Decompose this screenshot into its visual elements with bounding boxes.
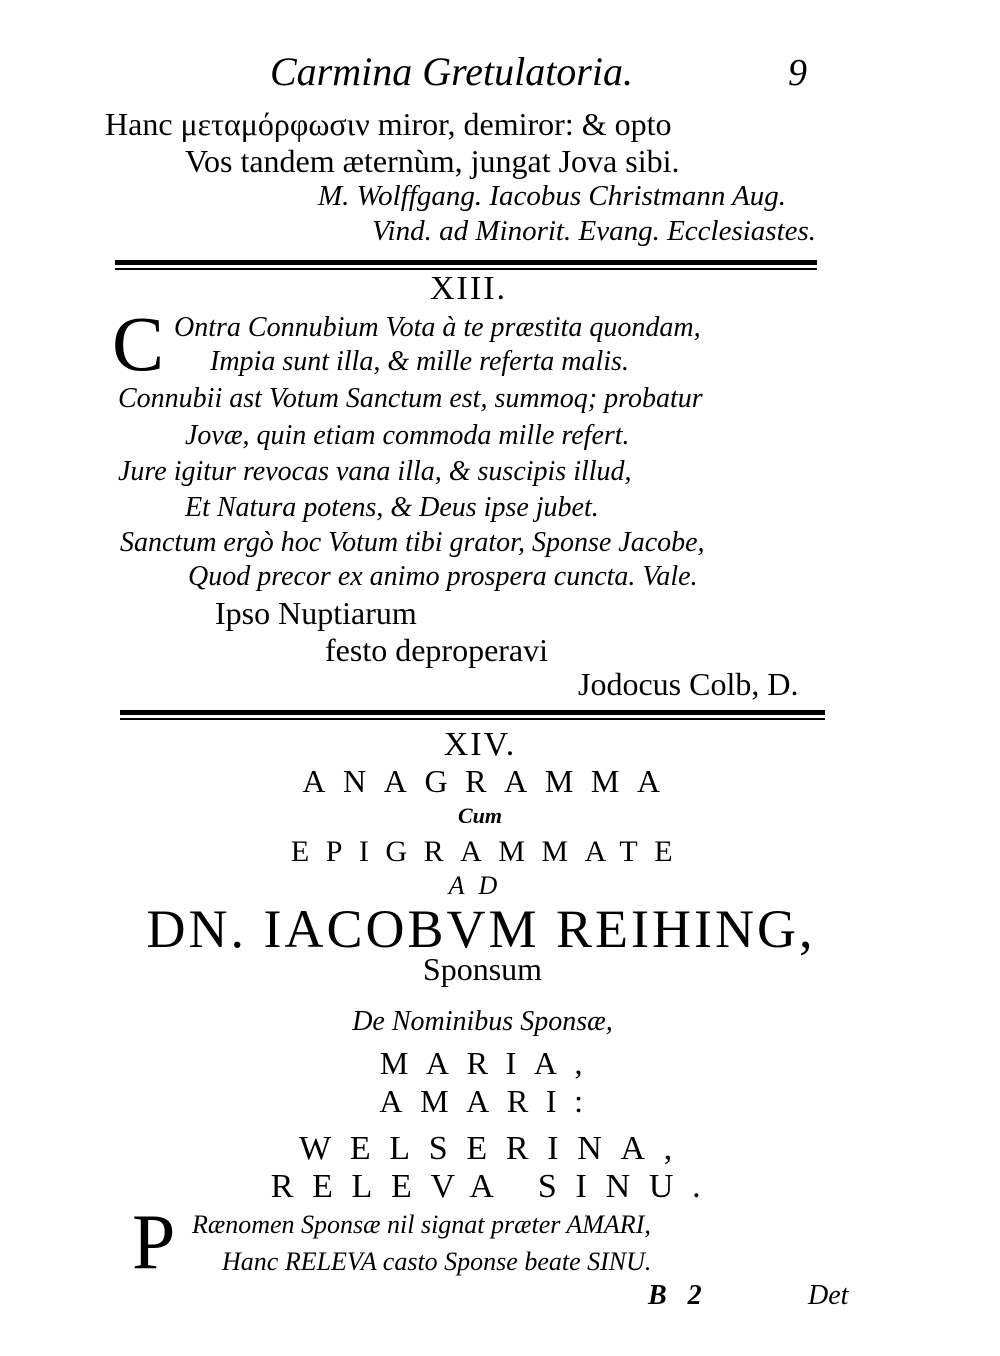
drop-cap: P — [132, 1198, 176, 1285]
poem-line: Vos tandem æternùm, jungat Jova sibi. — [185, 143, 680, 179]
section-divider — [115, 260, 817, 265]
poem-line: Hanc μεταμόρφωσιν miror, demiror: & opto — [105, 106, 672, 142]
poem-line: Quod precor ex animo prospera cuncta. Vale. — [188, 561, 698, 592]
ad-label: AD — [448, 871, 512, 900]
sponsum-label: Sponsum — [422, 951, 543, 987]
poem-line: Et Natura potens, & Deus ipse jubet. — [185, 492, 599, 523]
poem-line: Hanc RELEVA casto Sponse beate SINU. — [222, 1247, 652, 1276]
page-number: 9 — [788, 52, 807, 94]
name-amari: AMARI: — [379, 1083, 601, 1119]
poem-line: Connubii ast Votum Sanctum est, summoq; probatur — [118, 383, 703, 414]
author-name: Jodocus Colb, D. — [578, 666, 799, 702]
poem-line: Sanctum ergò hoc Votum tibi grator, Sponse Jacobe, — [120, 527, 705, 558]
de-nominibus-line: De Nominibus Sponsæ, — [352, 1006, 613, 1037]
anagramma-heading: ANAGRAMMA — [302, 763, 678, 799]
closing-line: festo deproperavi — [325, 632, 549, 668]
dedicatee-name: DN. IACOBVM REIHING, — [146, 899, 816, 959]
section-numeral: XIII. — [430, 270, 508, 307]
author-line: Vind. ad Minorit. Evang. Ecclesiastes. — [372, 215, 817, 247]
name-maria: MARIA, — [379, 1045, 601, 1081]
poem-line: Rænomen Sponsæ nil signat præter AMARI, — [192, 1210, 651, 1239]
closing-line: Ipso Nuptiarum — [215, 595, 417, 631]
epigrammate-heading: EPIGRAMMATE — [290, 835, 690, 868]
poem-line: Impia sunt illa, & mille referta malis. — [210, 346, 629, 377]
name-welserina: WELSERINA, — [299, 1130, 691, 1167]
name-relevasinu: RELEVA SINU. — [270, 1168, 720, 1205]
section-numeral: XIV. — [443, 726, 517, 763]
author-line: M. Wolffgang. Iacobus Christmann Aug. — [318, 180, 787, 212]
poem-line: Jure igitur revocas vana illa, & suscipis illud, — [118, 456, 632, 487]
poem-line: Ontra Connubium Vota à te præstita quondam, — [174, 312, 701, 343]
drop-cap: C — [112, 300, 165, 387]
signature-mark: B 2 — [648, 1280, 702, 1311]
running-title: Carmina Gretulatoria. — [270, 49, 633, 94]
catchword: Det — [808, 1280, 849, 1311]
section-divider — [120, 710, 825, 715]
poem-line: Jovæ, quin etiam commoda mille refert. — [185, 420, 630, 451]
cum-label: Cum — [457, 803, 503, 828]
